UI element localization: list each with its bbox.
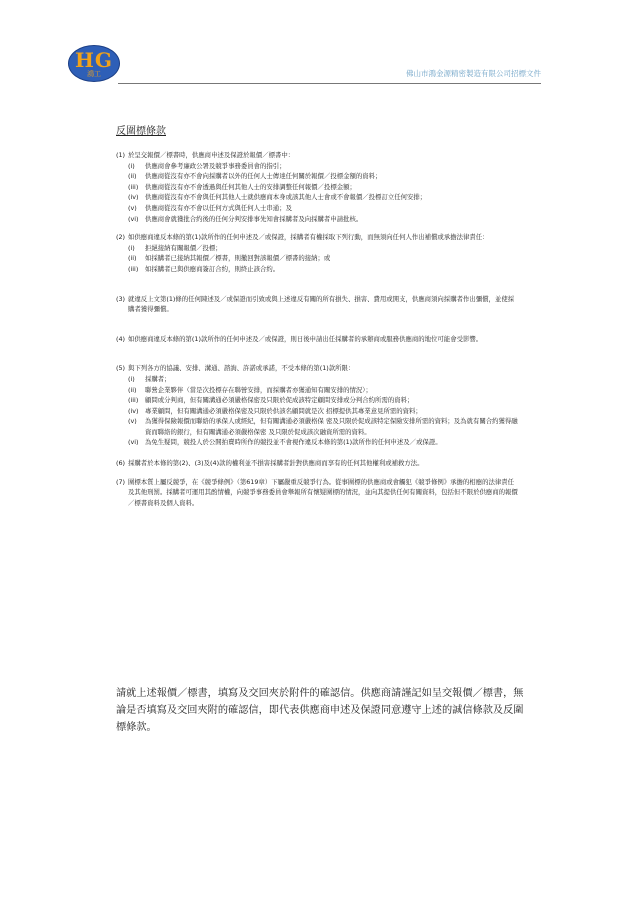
page-title: 反圍標條款 [116,126,166,137]
sub-item [128,182,520,193]
sub-item-number: (v) [128,417,137,426]
clause-text: 與下列各方的協議、安排、溝通、諮詢、許諾或承諾，不受本條的第(1)款所限： [128,364,355,373]
sub-item-text: 聯營企業夥伴（當是次投標存在聯營安排，而採購者亦獲通知有關安排的情況）； [145,385,372,394]
sub-item-text: 供應商會參考廉政公署及競爭事務委員會的指引； [145,161,286,170]
header-rule [118,83,541,84]
clause-text: 採購者於本條的第(2)、(3)及(4)款的權利並不損害採購者針對供應商而享有的任何其他權利或補救方法。 [128,459,424,468]
sub-item-text: 為獲得保險報價而聯絡的承保人或經紀，但有關溝通必須嚴格保 密及只限於促成該特定保險安排所需的資料；及為就有關合約獲得融資而聯絡的銀行，但有關溝通必須嚴格保密 及只限於促成該次融資所需的資料。 [145,417,518,436]
sub-item [128,214,520,225]
clause-2 [116,232,520,274]
sub-item [128,406,520,417]
clause-number: (6) [116,459,126,468]
sub-item-number: (iv) [128,193,139,202]
sub-item [128,437,520,448]
clause-6 [116,458,520,469]
sub-item-text: 為免生疑問，競投人於公開拍賣時所作的競投並不會視作違反本條的第(1)款所作的任何申述及／或保證。 [145,438,442,447]
sub-item-number: (ii) [128,172,137,181]
sub-item-text: 供應商從沒有亦不會與任何其他人士就供應商本身或該其他人士會或不會報價／投標訂立任何安排； [145,193,427,202]
sub-item-text: 供應商從沒有亦不會向採購者以外的任何人士傳達任何關於報價／投標金額的資料； [145,172,382,181]
clause-number: (2) [116,233,126,242]
sub-item-text: 供應商從沒有亦不會透過與任何其他人士的安排調整任何報價／投標金額； [145,182,356,191]
clause-4 [116,334,520,345]
clause-text: 圍標本質上屬反競爭，在《競爭條例》（第619章）下屬嚴重反競爭行為。從事圍標的供應商或會觸犯《競爭條例》承擔的相應的法律責任及其他刑罰。採購者可運用其酌情權，向競爭事務委員會舉報所有懷疑圍標的情況，並向其提供任何有關資料，包括但不限於供應商的報價／標書資料及個人資料。 [128,477,518,507]
sub-item-number: (i) [128,243,135,252]
sub-item-text: 供應商從沒有亦不會以任何方式與任何人士串通；及 [145,203,292,212]
sub-item-number: (iv) [128,406,139,415]
logo-text: HG [75,48,113,72]
company-name: 佛山市鴻金源精密製造有限公司招標文件 [406,69,541,78]
clause-number: (4) [116,334,126,343]
sub-item [128,192,520,203]
sub-item [128,385,520,396]
sub-item [128,171,520,182]
confirmation-paragraph: 請就上述報價／標書，填寫及交回夾於附件的確認信。供應商請謹記如呈交報價／標書，無論是否填寫及交回夾附的確認信，即代表供應商申述及保證同意遵守上述的誠信條款及反圍標條款。 [116,688,524,733]
clause-number: (5) [116,364,126,373]
sub-item [128,243,520,254]
sub-item [128,161,520,172]
sub-item-text: 如採購者已與供應商簽訂合約，則終止該合約。 [145,264,280,273]
clause-text: 於呈交報價／標書時，供應商申述及保證於報價／標書中： [128,151,295,159]
sub-item-text: 拒絕接納有關報價／投標； [145,243,222,252]
clause-text: 如供應商違反本條的第(1)款所作的任何申述及／或保證，採購者有權採取下列行動，而無須向任何人作出補償或承擔法律責任： [128,233,489,242]
sub-item-text: 顧問或分判商，但有關溝通必須嚴格保密及只限於促成該特定顧問安排或分判合約所需的資料； [145,396,414,405]
sub-item-number: (i) [128,374,135,383]
clause-list [116,150,520,508]
clause-7 [116,477,520,509]
sub-item-text: 專業顧問，但有關溝通必須嚴格保密及只限於供該名顧問就是次 招標提供其專業意見所需的資料； [145,406,422,415]
clause-number: (1) [116,151,126,159]
sub-item [128,264,520,275]
clause-text: 就違反上文第(1)條的任何陳述及／或保證而引致或與上述違反有關的所有損失、損害、費用或開支，供應商須向採購者作出彌償，並使採購者獲得彌償。 [128,294,515,314]
sub-item-number: (iii) [128,182,139,191]
sub-item-number: (ii) [128,385,137,394]
clause-number: (7) [116,477,126,486]
sub-item-number: (iii) [128,264,139,273]
clause-3 [116,294,520,315]
sub-item [128,374,520,385]
sub-item [128,203,520,214]
sub-item-number: (vi) [128,438,139,447]
sub-item-number: (vi) [128,214,139,223]
sub-item-text: 如採購者已接納其報價／標書，則撤回對該報價／標書的接納；或 [145,254,331,263]
sub-item-number: (i) [128,161,135,170]
logo-subtext: 鴻工 [87,70,101,78]
sub-item-text: 供應商會就獲批合約後的任何分判安排事先知會採購者及向採購者申請批核。 [145,214,363,223]
sub-item [128,253,520,264]
clause-5 [116,363,520,448]
sub-item [128,395,520,406]
clause-1 [116,150,520,224]
clause-number: (3) [116,294,126,303]
clause-text: 如供應商違反本條的第(1)款所作的任何申述及／或保證，則日後申請出任採購者的承辦商或服務供應商的地位可能會受影響。 [128,334,483,343]
sub-item-number: (ii) [128,254,137,263]
sub-item [128,416,520,437]
sub-item-number: (v) [128,203,137,212]
sub-item-text: 採購者； [145,374,171,383]
sub-item-number: (iii) [128,396,139,405]
company-logo [68,45,120,82]
